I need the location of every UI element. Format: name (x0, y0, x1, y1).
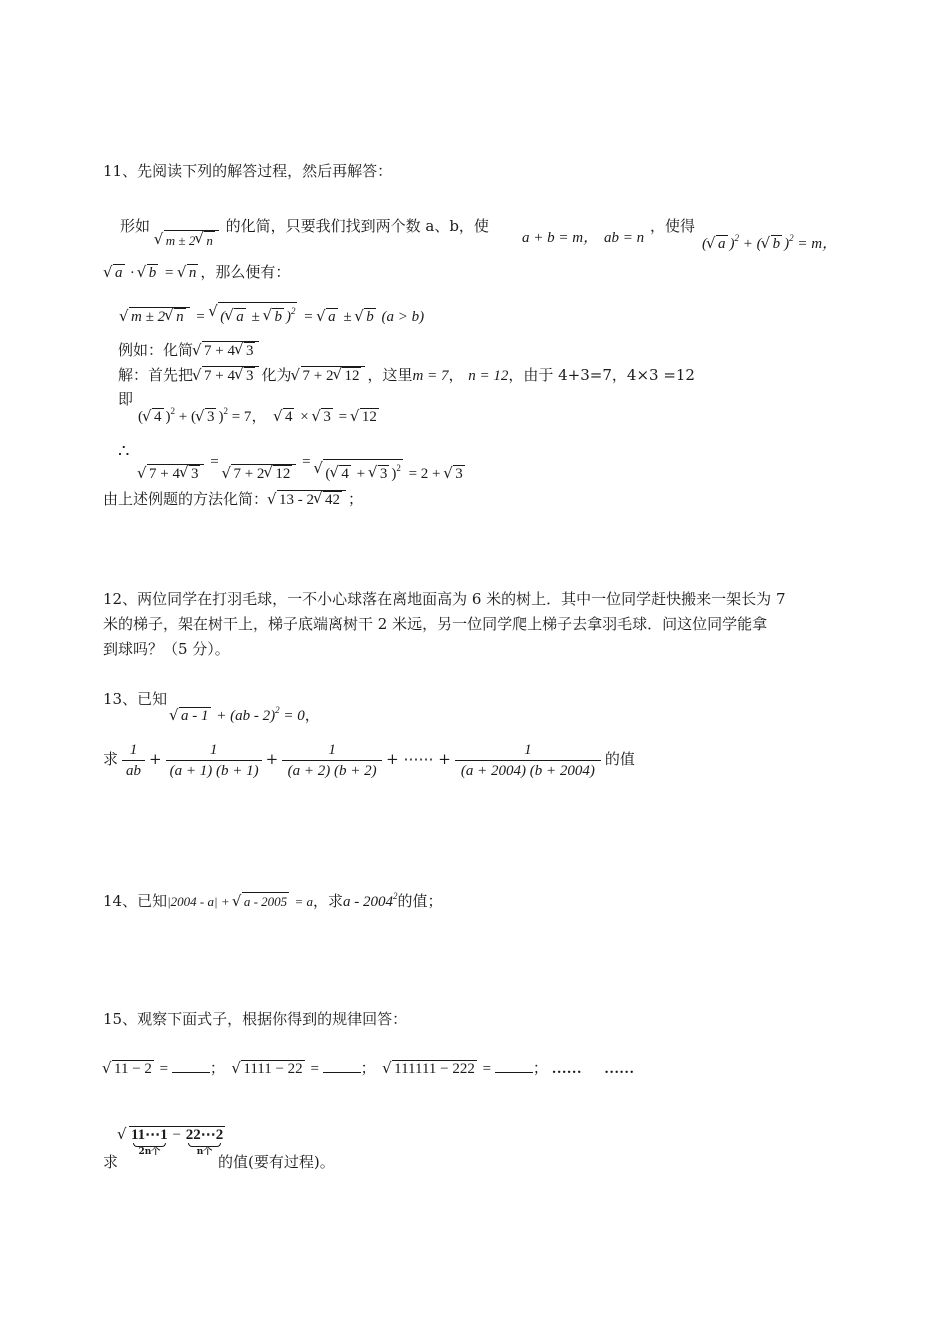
twos-underbrace: 22⋯2 n个 (185, 1127, 224, 1157)
q11-intro (120, 216, 489, 251)
cond-a-plus-b: a + b = m， (522, 230, 599, 246)
q15-seek: 求 (103, 1153, 119, 1171)
q11-task: 由上述例题的方法化简：√ 13 - 2√ 42 ； (103, 489, 363, 510)
q15-title: 15、观察下面式子，根据你得到的规律回答： (103, 1010, 408, 1028)
q11-example: 例如：化简√ 7 + 4√ 3 (118, 340, 261, 361)
q11-title: 11、先阅读下列的解答过程，然后再解答： (103, 162, 393, 180)
q12-line2: 米的梯子，架在树干上，梯子底端离树干 2 米远，另一位同学爬上梯子去拿羽毛球．问这位同学能拿 (103, 615, 768, 633)
q12-line3: 到球吗？（5 分）。 (103, 640, 230, 658)
q11-solution: 解：首先把√ 7 + 4√ 3 化为√ 7 + 2√ 12 ，这里m = 7， n = 12，由于 4+3=7，4×3 =12 (118, 365, 695, 386)
ones-underbrace: √ 11⋯1 2n个 (131, 1127, 168, 1157)
q11-line2: √ a · √ b = √ n ，那么便有： (104, 263, 290, 283)
q13-condition: √ a - 1 + (ab - 2)$^2$ = 0， (170, 700, 320, 726)
q15-general-radical: √ 11⋯1 2n个 − 22⋯2 n个 (118, 1126, 227, 1157)
q14-line: 14、已知|2004 - a| + √ a - 2005 = a，求a - 2004$^2$的值； (103, 886, 443, 912)
q11-identity: √ m ± 2√ n = √ (√ a ± √ b )$^2$ = √ a ± √ b (a > b) (120, 302, 424, 327)
q12-line1: 12、两位同学在打羽毛球，一不小心球落在离地面高为 6 米的树上．其中一位同学赶快搬来一架长为 7 (103, 590, 786, 608)
q13-label: 13、已知 (103, 690, 168, 708)
q11-ji-formula: (√ 4 )$^2$ + (√ 3 )$^2$ = 7， √ 4 × √ 3 = √ 12 (138, 401, 381, 427)
q13-sum: 求 $\frac{1}{ab}$ + $\frac{1}{(a + 1) (b + 1)}$ + $\frac{1}{(a + 2) (b + 2)}$ + ⋯⋯ + $\frac{1}{(a + 2004) (b + 2004)}$ 的值 (103, 741, 635, 779)
cond-squares-sum: (√ a )$^2$ + (√ b )$^2$ = m， (702, 228, 837, 254)
q15-patterns: √ 11 − 2 = ； √ 1111 − 22 = ； √ 111111 − 222 = ； …… …… (103, 1058, 634, 1079)
radical-m-2sqrt-n: √ m ± 2√ n (155, 230, 219, 251)
q15-tail: 的值(要有过程)。 (218, 1153, 335, 1171)
q11-intro-c: ，使得 (650, 217, 696, 235)
q11-intro-a: 形如 (120, 217, 151, 235)
q11-therefore-formula: √ 7 + 4√ 3 = √ 7 + 2√ 12 = √ (√ 4 + √ 3 )$^2$ = 2 + √ 3 (138, 452, 467, 484)
q11-intro-b: 的化简，只要我们找到两个数 a、b，使 (225, 217, 489, 235)
therefore-symbol: ∴ (118, 441, 130, 462)
q11-ji: 即 (118, 390, 134, 408)
cond-ab-n: ab = n (604, 230, 645, 246)
